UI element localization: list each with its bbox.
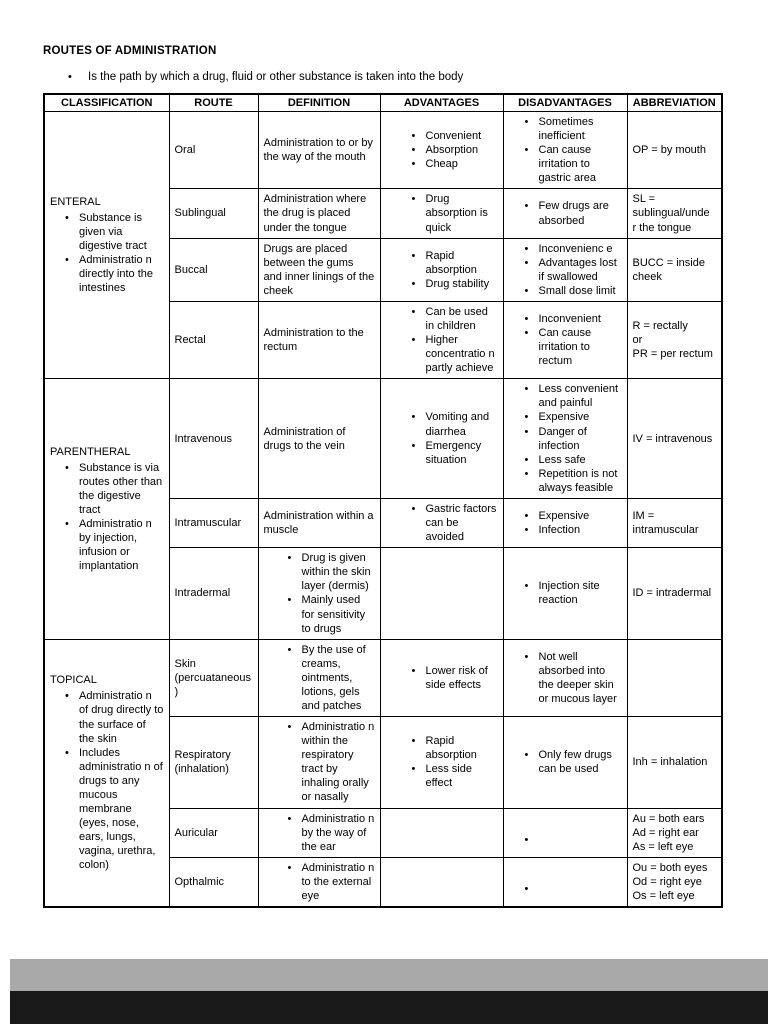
advantage-item: • Emergency situation <box>412 439 498 467</box>
advantages-cell <box>380 717 503 808</box>
abbreviation-line: SL = <box>632 193 656 206</box>
abbreviation-line: Os = left eye <box>632 889 695 902</box>
disadvantage-item: • Sometimes inefficient <box>525 115 622 143</box>
definition-cell: Administration to or by the way of the mouth <box>258 112 380 189</box>
advantage-item: • Vomiting and diarrhea <box>412 410 498 438</box>
adv-bullets-list <box>386 129 498 171</box>
table-row <box>44 379 722 499</box>
disadvantage-item: • Injection site reaction <box>525 579 622 607</box>
advantage-item: • Cheap <box>412 157 498 171</box>
adv-bullets-list <box>386 734 498 790</box>
classification-name: TOPICAL <box>50 674 97 687</box>
route-cell: Respiratory (inhalation) <box>169 717 258 808</box>
disadvantages-cell <box>503 857 627 907</box>
advantages-cell <box>380 238 503 301</box>
disadvantages-cell <box>503 189 627 238</box>
classification-bullet: • Administratio n by injection, infusion or implantation <box>65 517 164 573</box>
table-row <box>44 112 722 189</box>
abbreviation-cell <box>627 857 722 907</box>
advantages-cell <box>380 301 503 378</box>
disadvantage-item: • Advantages lost if swallowed <box>525 256 622 284</box>
advantage-item: • Higher concentratio n partly achieve <box>412 333 498 375</box>
adv-bullets-list <box>386 410 498 466</box>
route-cell: Intradermal <box>169 548 258 639</box>
definition-cell <box>258 857 380 907</box>
disadvantages-cell <box>503 808 627 857</box>
classification-bullet: • Substance is given via digestive tract <box>65 211 164 253</box>
classification-cell <box>44 112 169 379</box>
abbreviation-line: Ou = both eyes <box>632 861 708 874</box>
column-header-route: ROUTE <box>169 94 258 112</box>
column-header-abbreviation: ABBREVIATION <box>627 94 722 112</box>
abbreviation-cell <box>627 112 722 189</box>
abbreviation-line: Ad = right ear <box>632 826 699 839</box>
definition-cell <box>258 808 380 857</box>
abbreviation-line: IM = <box>632 509 655 522</box>
disadvantage-item: • Only few drugs can be used <box>525 748 622 776</box>
disadvantages-cell <box>503 112 627 189</box>
column-header-advantages: ADVANTAGES <box>380 94 503 112</box>
route-cell: Sublingual <box>169 189 258 238</box>
advantage-item: • Drug stability <box>412 277 498 291</box>
dis-bullets-list <box>509 748 622 776</box>
advantages-cell <box>380 639 503 716</box>
advantage-item: • Rapid absorption <box>412 734 498 762</box>
abbreviation-line: intramuscular <box>632 524 699 537</box>
dis-bullets-list <box>509 115 622 185</box>
column-header-disadvantages: DISADVANTAGES <box>503 94 627 112</box>
dis-bullets-list <box>509 312 622 368</box>
classification-cell <box>44 379 169 639</box>
advantages-cell <box>380 857 503 907</box>
abbreviation-cell <box>627 548 722 639</box>
definition-bullet: • Administratio n to the external eye <box>288 861 375 903</box>
abbreviation-line: cheek <box>632 270 662 283</box>
abbreviation-cell <box>627 238 722 301</box>
abbreviation-line: or <box>632 334 643 347</box>
classification-bullet: • Substance is via routes other than the digestive tract <box>65 461 164 517</box>
disadvantages-cell <box>503 238 627 301</box>
advantages-cell <box>380 112 503 189</box>
adv-bullets-list <box>386 249 498 291</box>
classification-name: PARENTHERAL <box>50 445 131 458</box>
route-cell: Opthalmic <box>169 857 258 907</box>
definition-cell: Administration to the rectum <box>258 301 380 378</box>
abbreviation-line: Au = both ears <box>632 812 705 825</box>
advantage-item: • Less side effect <box>412 762 498 790</box>
definition-bullet: • Mainly used for sensitivity to drugs <box>288 593 375 635</box>
definition-cell <box>258 717 380 808</box>
advantages-cell <box>380 808 503 857</box>
advantage-item: • Convenient <box>412 129 498 143</box>
abbreviation-line: r the tongue <box>632 221 692 234</box>
def-bullets-list <box>264 551 375 635</box>
dis-bullets-list <box>509 382 622 495</box>
advantage-item: • Absorption <box>412 143 498 157</box>
bullet-icon: • <box>68 71 72 83</box>
abbreviation-line: Od = right eye <box>632 875 702 888</box>
disadvantage-item: • Expensive <box>525 509 622 523</box>
disadvantage-item: • Expensive <box>525 410 622 424</box>
disadvantage-item: • Few drugs are absorbed <box>525 199 622 227</box>
adv-bullets-list <box>386 305 498 375</box>
abbreviation-cell <box>627 301 722 378</box>
advantage-item: • Lower risk of side effects <box>412 664 498 692</box>
adv-bullets-list <box>386 664 498 692</box>
table-header-row <box>44 94 722 112</box>
disadvantages-cell <box>503 639 627 716</box>
advantage-item: • Rapid absorption <box>412 249 498 277</box>
dis-bullets-list <box>509 579 622 607</box>
disadvantage-item: • Less safe <box>525 453 622 467</box>
classification-name: ENTERAL <box>50 195 101 208</box>
dis-bullets-list <box>509 650 622 706</box>
advantages-cell <box>380 379 503 499</box>
abbreviation-line: BUCC = inside <box>632 256 705 269</box>
intro-bullet-line <box>68 71 723 83</box>
class-bullets-list <box>50 211 164 295</box>
route-cell: Buccal <box>169 238 258 301</box>
abbreviation-line: R = rectally <box>632 320 688 333</box>
intro-text: Is the path by which a drug, fluid or other substance is taken into the body <box>88 71 464 83</box>
classification-cell <box>44 639 169 907</box>
advantages-cell <box>380 498 503 547</box>
disadvantages-cell <box>503 548 627 639</box>
viewer-bottom-bar <box>10 991 768 1024</box>
def-bullets-list <box>264 643 375 713</box>
column-header-definition: DEFINITION <box>258 94 380 112</box>
dis-bullets-list <box>509 199 622 227</box>
definition-bullet: • Administratio n within the respiratory tract by inhaling orally or nasally <box>288 720 375 804</box>
disadvantage-item: • Infection <box>525 523 622 537</box>
definition-bullet: • Drug is given within the skin layer (dermis) <box>288 551 375 593</box>
disadvantage-item: • Small dose limit <box>525 284 622 298</box>
routes-of-administration-table <box>43 93 723 908</box>
class-bullets-list <box>50 461 164 574</box>
advantages-cell <box>380 189 503 238</box>
def-bullets-list <box>264 720 375 804</box>
abbreviation-line: As = left eye <box>632 840 694 853</box>
abbreviation-cell <box>627 189 722 238</box>
abbreviation-line: ID = intradermal <box>632 587 712 600</box>
page-title: ROUTES OF ADMINISTRATION <box>43 45 217 57</box>
abbreviation-line: PR = per rectum <box>632 348 713 361</box>
advantage-item: • Can be used in children <box>412 305 498 333</box>
disadvantage-item: • Inconvenienc e <box>525 242 622 256</box>
adv-bullets-list <box>386 502 498 544</box>
route-cell: Intravenous <box>169 379 258 499</box>
column-header-classification: CLASSIFICATION <box>44 94 169 112</box>
class-bullets-list <box>50 689 164 872</box>
disadvantage-item: • Can cause irritation to gastric area <box>525 143 622 185</box>
def-bullets-list <box>264 861 375 903</box>
route-cell: Skin (percuataneous ) <box>169 639 258 716</box>
disadvantage-item: • Danger of infection <box>525 425 622 453</box>
disadvantages-cell <box>503 301 627 378</box>
page-gap <box>10 959 768 991</box>
dis-bullets-list <box>509 242 622 298</box>
route-cell: Auricular <box>169 808 258 857</box>
def-bullets-list <box>264 812 375 854</box>
definition-cell: Administration where the drug is placed under the tongue <box>258 189 380 238</box>
disadvantages-cell <box>503 379 627 499</box>
dis-bullets-list <box>509 509 622 537</box>
disadvantages-cell <box>503 498 627 547</box>
classification-bullet: • Includes administratio n of drugs to any mucous membrane (eyes, nose, ears, lungs, vagina, urethra, colon) <box>65 746 164 873</box>
adv-bullets-list <box>386 192 498 234</box>
definition-cell: Administration of drugs to the vein <box>258 379 380 499</box>
abbreviation-line: Inh = inhalation <box>632 756 708 769</box>
advantages-cell <box>380 548 503 639</box>
disadvantage-item: • Not well absorbed into the deeper skin or mucous layer <box>525 650 622 706</box>
classification-bullet: • Administratio n directly into the intestines <box>65 253 164 295</box>
route-cell: Rectal <box>169 301 258 378</box>
classification-bullet: • Administratio n of drug directly to the surface of the skin <box>65 689 164 745</box>
abbreviation-cell <box>627 808 722 857</box>
definition-bullet: • Administratio n by the way of the ear <box>288 812 375 854</box>
definition-cell: Administration within a muscle <box>258 498 380 547</box>
disadvantage-item: • Can cause irritation to rectum <box>525 326 622 368</box>
route-cell: Oral <box>169 112 258 189</box>
definition-bullet: • By the use of creams, ointments, lotions, gels and patches <box>288 643 375 713</box>
abbreviation-cell <box>627 717 722 808</box>
definition-cell <box>258 548 380 639</box>
route-cell: Intramuscular <box>169 498 258 547</box>
advantage-item: • Gastric factors can be avoided <box>412 502 498 544</box>
definition-cell <box>258 639 380 716</box>
abbreviation-cell <box>627 639 722 716</box>
disadvantages-cell <box>503 717 627 808</box>
advantage-item: • Drug absorption is quick <box>412 192 498 234</box>
abbreviation-line: OP = by mouth <box>632 144 706 157</box>
disadvantage-item: • Less convenient and painful <box>525 382 622 410</box>
abbreviation-line: IV = intravenous <box>632 432 713 445</box>
abbreviation-cell <box>627 379 722 499</box>
disadvantage-item: • Inconvenient <box>525 312 622 326</box>
abbreviation-line: sublingual/unde <box>632 207 710 220</box>
abbreviation-cell <box>627 498 722 547</box>
definition-cell: Drugs are placed between the gums and inner linings of the cheek <box>258 238 380 301</box>
table-row <box>44 639 722 716</box>
disadvantage-item: • Repetition is not always feasible <box>525 467 622 495</box>
